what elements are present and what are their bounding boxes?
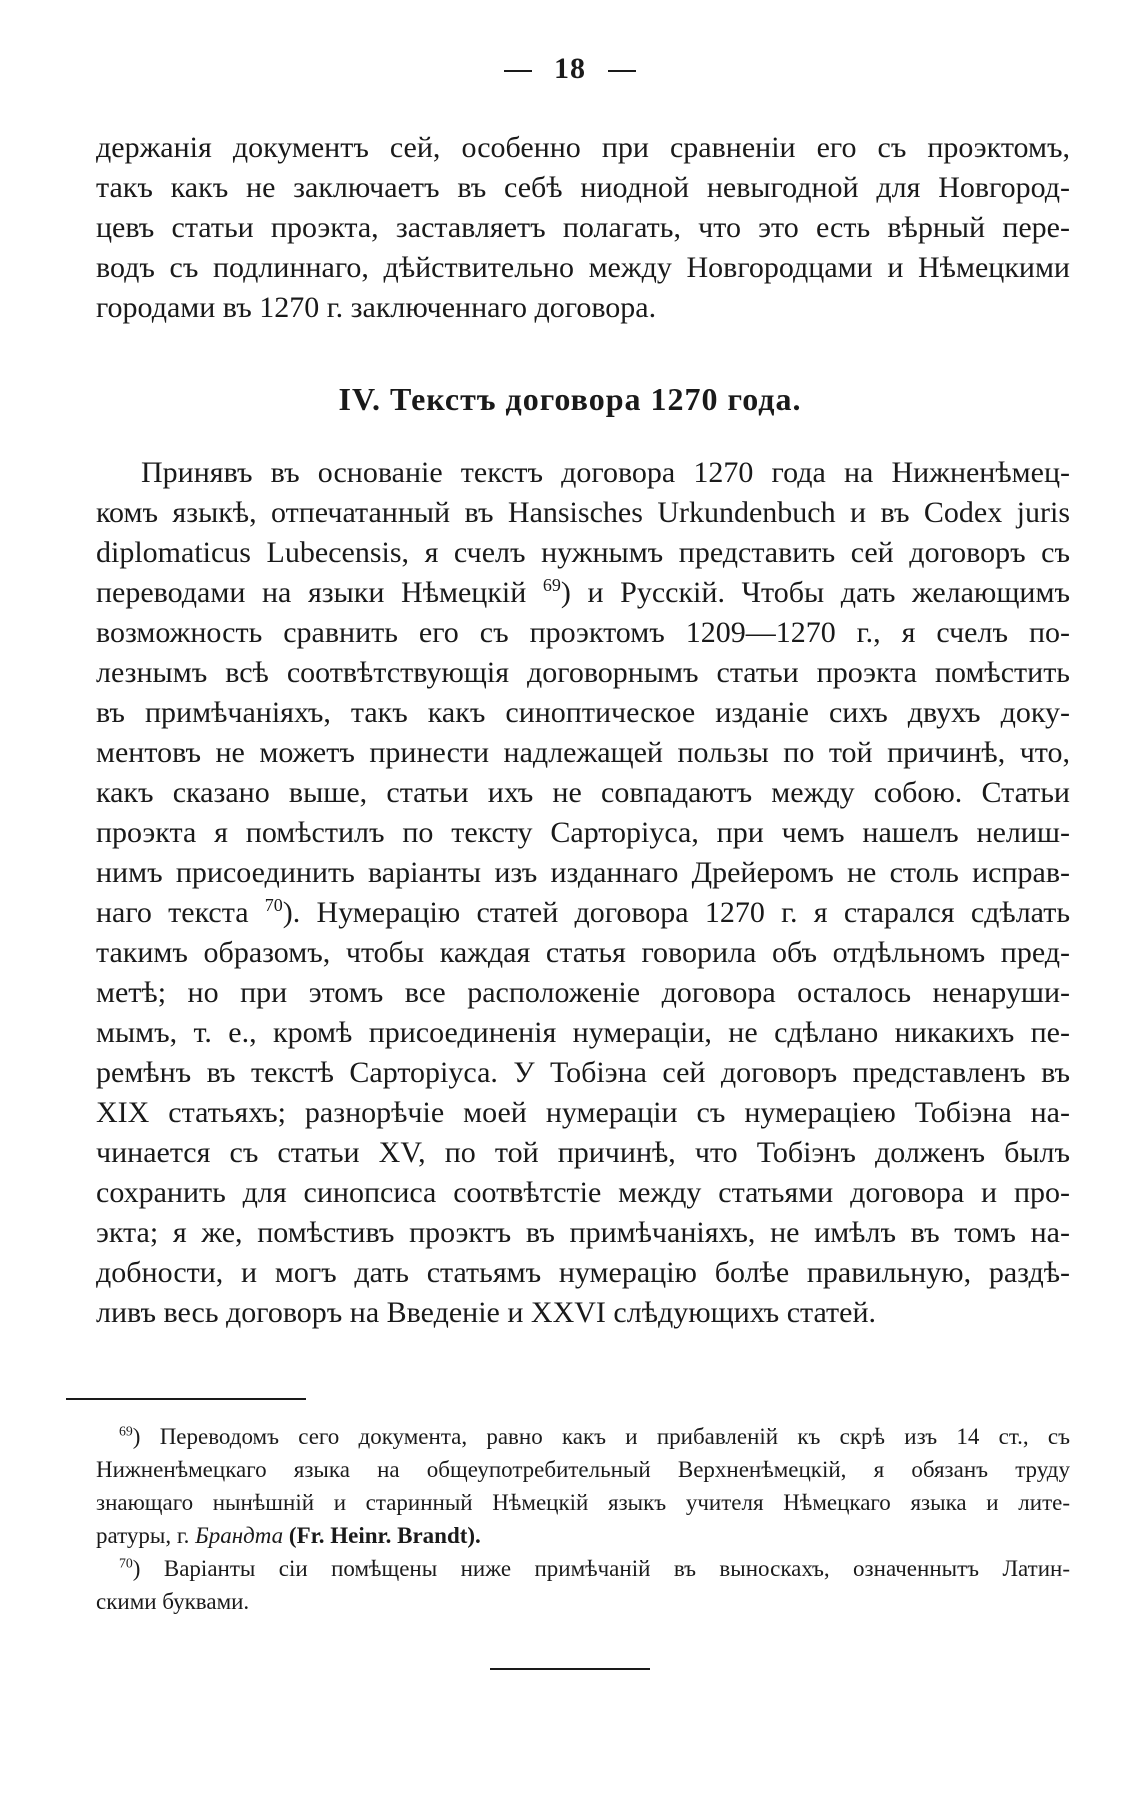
dash-left xyxy=(504,70,532,72)
footnote-line: знающаго нынѣшній и старинный Нѣмецкій языкъ учителя Нѣмецкаго языка и лите- xyxy=(96,1490,1070,1515)
paragraph-1 xyxy=(96,128,1070,328)
text-line: XIX статьяхъ; разнорѣчіе моей нумераціи съ нумераціею Тобіэна на- xyxy=(96,1096,1070,1129)
footnote-line: Нижненѣмецкаго языка на общеупотребительный Верхненѣмецкій, я обязанъ труду xyxy=(96,1457,1070,1482)
text-line: сохранить для синопсиса соотвѣтстіе между статьями договора и про- xyxy=(96,1176,1070,1209)
footnotes xyxy=(96,1420,1070,1618)
text-line: водъ съ подлиннаго, дѣйствительно между Новгородцами и Нѣмецкими xyxy=(96,251,1070,284)
text-line: такъ какъ не заключаетъ въ себѣ ниодной невыгодной для Новгород- xyxy=(96,171,1070,204)
text-line: добности, и могъ дать статьямъ нумерацію болѣе правильную, раздѣ- xyxy=(96,1256,1070,1289)
paragraph-2 xyxy=(96,453,1070,1333)
text-line: переводами на языки Нѣмецкій $^{69}$) и Русскій. Чтобы дать желающимъ xyxy=(96,575,1070,609)
text-line: ментовъ не можетъ принести надлежащей пользы по той причинѣ, что, xyxy=(96,736,1070,769)
page-number-value: 18 xyxy=(554,52,586,85)
footnote-divider xyxy=(66,1398,306,1400)
text-line: лезнымъ всѣ соотвѣтствующія договорнымъ статьи проэкта помѣстить xyxy=(96,656,1070,689)
footnote-author-latin: (Fr. Heinr. Brandt). xyxy=(283,1523,481,1548)
text-line: наго текста $^{70}$). Нумерацію статей договора 1270 г. я старался сдѣлать xyxy=(96,895,1070,929)
footnote-ref-70[interactable]: 70 xyxy=(264,895,283,915)
text-line: Принявъ въ основаніе текстъ договора 1270 года на Нижненѣмец- xyxy=(141,456,1070,489)
text-line: чинается съ статьи XV, по той причинѣ, что Тобіэнъ долженъ былъ xyxy=(96,1136,1070,1169)
footnote-mark-70: 70 xyxy=(119,1555,133,1571)
footnote-mark-69: 69 xyxy=(119,1423,133,1439)
text-line: мымъ, т. е., кромѣ присоединенія нумераціи, не сдѣлано никакихъ пе- xyxy=(96,1016,1070,1049)
footnote-line: скими буквами. xyxy=(96,1589,250,1614)
dash-right xyxy=(608,70,636,72)
text-line: комъ языкѣ, отпечатанный въ Hansisches Urkundenbuch и въ Codex juris xyxy=(96,496,1070,529)
footnote-line: ратуры, г. Брандта (Fr. Heinr. Brandt). xyxy=(96,1523,481,1548)
page-number xyxy=(0,52,1140,86)
text-line: въ примѣчаніяхъ, такъ какъ синоптическое изданіе сихъ двухъ доку- xyxy=(96,696,1070,729)
footnote-line: $^{69}$) Переводомъ сего документа, равно какъ и прибавленій къ скрѣ изъ 14 ст., съ xyxy=(119,1423,1070,1449)
text-line: diplomaticus Lubecensis, я счелъ нужнымъ представить сей договоръ съ xyxy=(96,536,1070,569)
text-line: возможность сравнить его съ проэктомъ 1209—1270 г., я счелъ по- xyxy=(96,616,1070,649)
text-line: экта; я же, помѣстивъ проэктъ въ примѣчаніяхъ, не имѣлъ въ томъ на- xyxy=(96,1216,1070,1249)
section-heading: IV. Текстъ договора 1270 года. xyxy=(338,381,802,417)
text-line: городами въ 1270 г. заключеннаго договора. xyxy=(96,291,657,324)
bottom-divider xyxy=(490,1668,650,1670)
text-line: цевъ статьи проэкта, заставляетъ полагать, что это есть вѣрный пере- xyxy=(96,211,1070,244)
footnote-author-name: Брандта xyxy=(195,1523,284,1548)
text-line: держанія документъ сей, особенно при сравненіи его съ проэктомъ, xyxy=(96,131,1070,164)
text-line: нимъ присоединить варіанты изъ изданнаго Дрейеромъ не столь исправ- xyxy=(96,856,1070,889)
text-line: ливъ весь договоръ на Введеніе и XXVI слѣдующихъ статей. xyxy=(96,1296,876,1329)
text-line: метѣ; но при этомъ все расположеніе договора осталось ненаруши- xyxy=(96,976,1070,1009)
footnote-ref-69[interactable]: 69 xyxy=(542,575,561,595)
text-line: ремѣнъ въ текстѣ Сарторіуса. У Тобіэна сей договоръ представленъ въ xyxy=(96,1056,1070,1089)
text-line: проэкта я помѣстилъ по тексту Сарторіуса, при чемъ нашелъ нелиш- xyxy=(96,816,1070,849)
footnote-line: $^{70}$) Варіанты сіи помѣщены ниже примѣчаній въ выноскахъ, означеннытъ Латин- xyxy=(119,1555,1070,1581)
text-line: такимъ образомъ, чтобы каждая статья говорила объ отдѣльномъ пред- xyxy=(96,936,1070,969)
text-line: какъ сказано выше, статьи ихъ не совпадаютъ между собою. Статьи xyxy=(96,776,1070,809)
